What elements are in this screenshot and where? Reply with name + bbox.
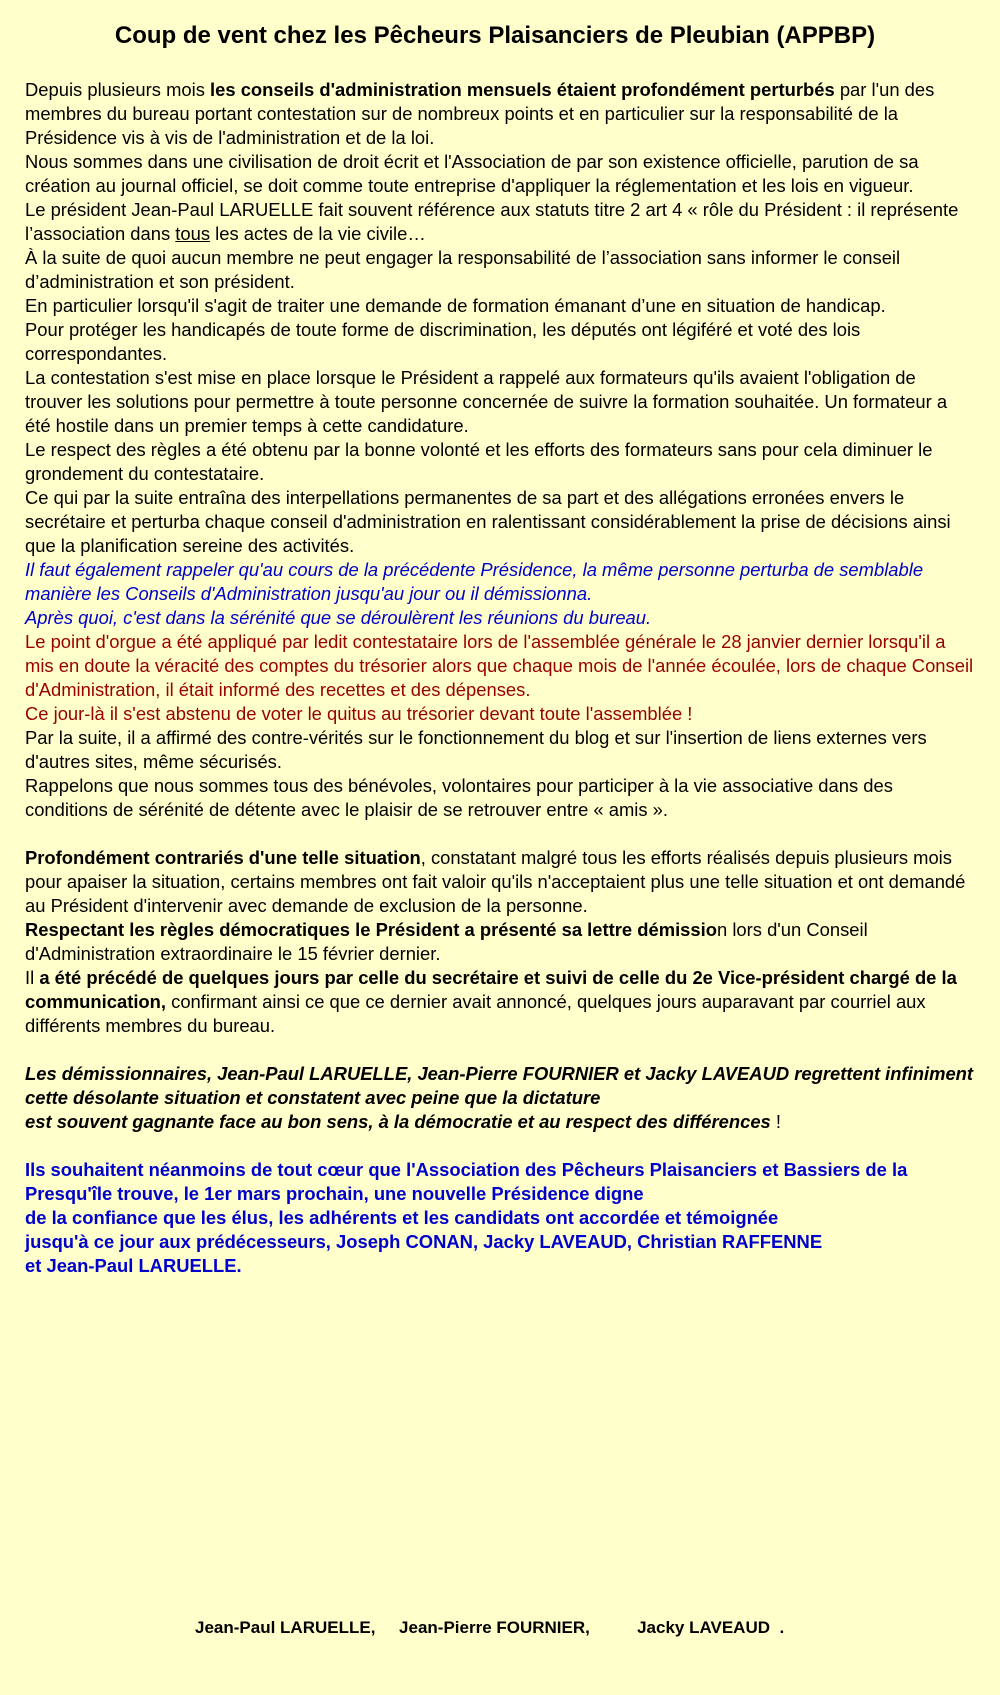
- paragraph: Après quoi, c'est dans la sérénité que se déroulèrent les réunions du bureau.: [25, 607, 652, 628]
- paragraph: de la confiance que les élus, les adhérents et les candidats ont accordée et témoignée: [25, 1207, 779, 1228]
- paragraph: Il a été précédé de quelques jours par celle du secrétaire et suivi de celle du 2e Vice-président chargé de la communication, confirmant ainsi ce que ce dernier avait annoncé, quelques jours auparavant par courriel aux différents membres du bureau.: [25, 967, 957, 1036]
- paragraph: Ce qui par la suite entraîna des interpellations permanentes de sa part et des allégations erronées envers le secrétaire et perturba chaque conseil d'administration en ralentissant considérablement la prise de décisions ainsi que la planification sereine des activités.: [25, 487, 951, 556]
- paragraph: Le point d'orgue a été appliqué par ledit contestataire lors de l'assemblée générale le 28 janvier dernier lorsqu'il a mis en doute la véracité des comptes du trésorier alors que chaque mois de l'année écoulée, lors de chaque Conseil d'Administration, il était informé des recettes et des dépenses.: [25, 631, 974, 700]
- paragraph: Par la suite, il a affirmé des contre-vérités sur le fonctionnement du blog et sur l'insertion de liens externes vers d'autres sites, même sécurisés.: [25, 727, 927, 772]
- paragraph: Les démissionnaires, Jean-Paul LARUELLE, Jean-Pierre FOURNIER et Jacky LAVEAUD regrettent infiniment cette désolante situation et constatent avec peine que la dictature: [25, 1063, 974, 1108]
- paragraph: En particulier lorsqu'il s'agit de traiter une demande de formation émanant d’une en situation de handicap.: [25, 295, 886, 316]
- paragraph: Il faut également rappeler qu'au cours de la précédente Présidence, la même personne perturba de semblable manière les Conseils d'Administration jusqu'au jour ou il démissionna.: [25, 559, 924, 604]
- spacer: [25, 822, 975, 846]
- paragraph: Rappelons que nous sommes tous des bénévoles, volontaires pour participer à la vie associative dans des conditions de sérénité de détente avec le plaisir de se retrouver entre « amis ».: [25, 775, 893, 820]
- paragraph: À la suite de quoi aucun membre ne peut engager la responsabilité de l’association sans informer le conseil d’administration et son président.: [25, 247, 901, 292]
- page-title: Coup de vent chez les Pêcheurs Plaisanciers de Pleubian (APPBP): [114, 22, 876, 49]
- article-body: [25, 78, 975, 1278]
- paragraph: est souvent gagnante face au bon sens, à la démocratie et au respect des différences !: [25, 1111, 782, 1132]
- paragraph: Depuis plusieurs mois les conseils d'administration mensuels étaient profondément perturbés par l'un des membres du bureau portant contestation sur de nombreux points et en particulier sur la responsabilité de la Présidence vis à vis de l'administration et de la loi.: [25, 79, 935, 148]
- paragraph: jusqu'à ce jour aux prédécesseurs, Joseph CONAN, Jacky LAVEAUD, Christian RAFFENNE: [25, 1231, 823, 1252]
- spacer: [25, 1134, 975, 1158]
- spacer: [25, 1038, 975, 1062]
- paragraph: Le président Jean-Paul LARUELLE fait souvent référence aux statuts titre 2 art 4 « rôle du Président : il représente l’association dans tous les actes de la vie civile…: [25, 199, 959, 244]
- paragraph: La contestation s'est mise en place lorsque le Président a rappelé aux formateurs qu'ils avaient l'obligation de trouver les solutions pour permettre à toute personne concernée de suivre la formation souhaitée. Un formateur a été hostile dans un premier temps à cette candidature.: [25, 367, 948, 436]
- paragraph: Nous sommes dans une civilisation de droit écrit et l'Association de par son existence officielle, parution de sa création au journal officiel, se doit comme toute entreprise d'appliquer la réglementation et les lois en vigueur.: [25, 151, 919, 196]
- paragraph: Ils souhaitent néanmoins de tout cœur que l'Association des Pêcheurs Plaisanciers et Bassiers de la Presqu'île trouve, le 1er mars prochain, une nouvelle Présidence digne: [25, 1159, 908, 1204]
- paragraph: et Jean-Paul LARUELLE.: [25, 1255, 242, 1276]
- paragraph: Pour protéger les handicapés de toute forme de discrimination, les députés ont légiféré et voté des lois correspondantes.: [25, 319, 861, 364]
- paragraph: Ce jour-là il s'est abstenu de voter le quitus au trésorier devant toute l'assemblée !: [25, 703, 693, 724]
- paragraph: Profondément contrariés d'une telle situation, constatant malgré tous les efforts réalisés depuis plusieurs mois pour apaiser la situation, certains membres ont fait valoir qu'ils n'acceptaient plus une telle situation et ont demandé au Président d'intervenir avec demande de exclusion de la personne.: [25, 847, 966, 916]
- signatures: Jean-Paul LARUELLE, Jean-Pierre FOURNIER, Jacky LAVEAUD .: [195, 1618, 785, 1637]
- paragraph: Le respect des règles a été obtenu par la bonne volonté et les efforts des formateurs sans pour cela diminuer le grondement du contestataire.: [25, 439, 933, 484]
- paragraph: Respectant les règles démocratiques le Président a présenté sa lettre démission lors d'un Conseil d'Administration extraordinaire le 15 février dernier.: [25, 919, 868, 964]
